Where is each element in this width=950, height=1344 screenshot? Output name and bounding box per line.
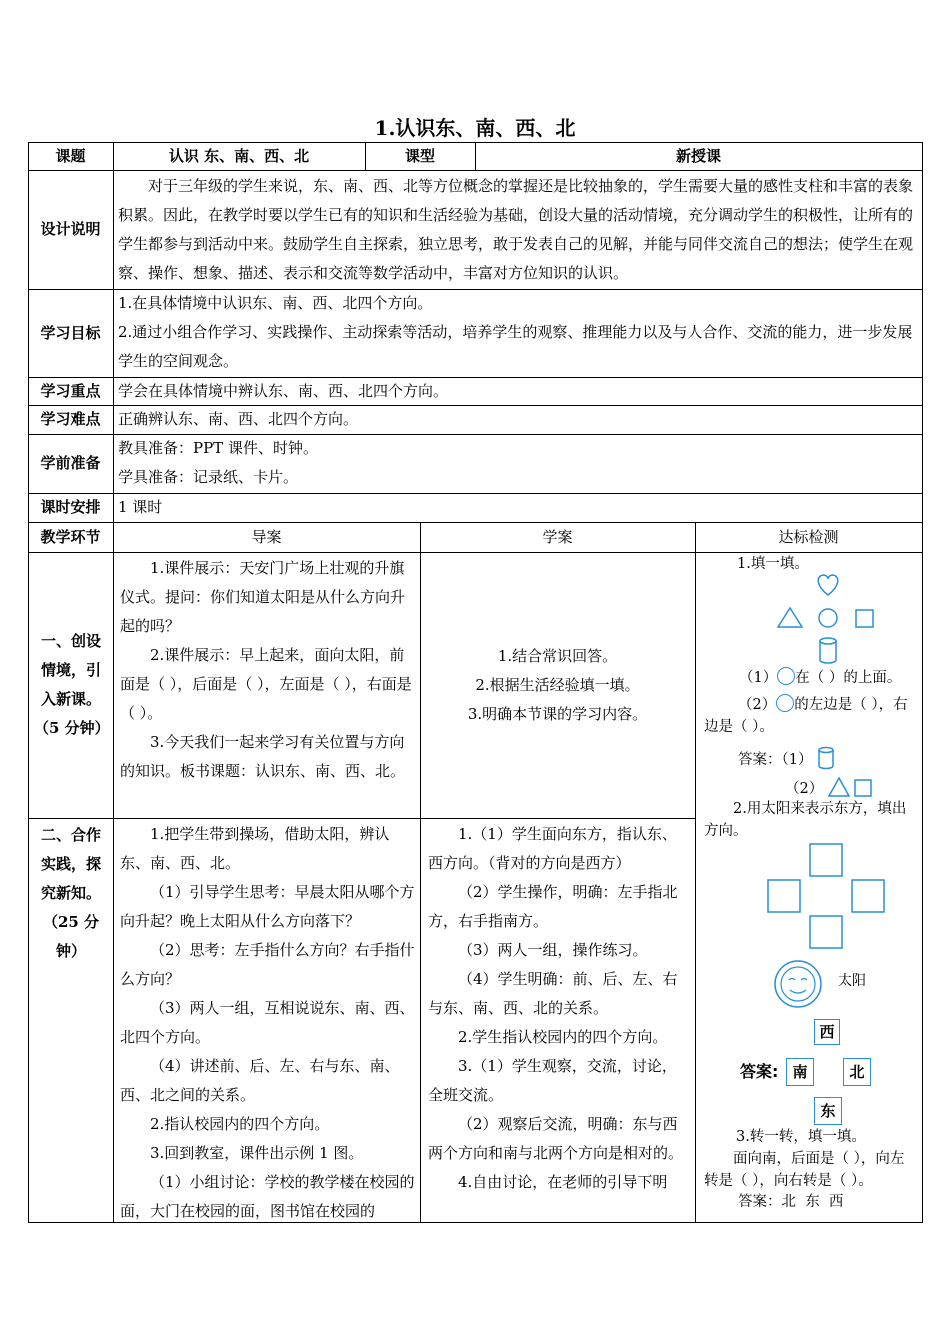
check-q2: 2.用太阳来表示东方，填出方向。 [704, 801, 907, 839]
check-q3-text: 面向南，后面是（ ），向左转是（ ），向右转是（ ）。 [704, 1151, 905, 1189]
square-icon [856, 610, 873, 627]
type-label: 课型 [404, 147, 435, 165]
section2-guide: 1.把学生带到操场，借助太阳，辨认东、南、西、北。 （1）引导学生思考：早晨太阳从哪个方向升起？晚上太阳从什么方向落下？ （2）思考：左手指什么方向？右手指什么方向？ （3）两人一组，互相说说东、南、西、北四个方向。 （4）讲述前、后、左、右与东、南、西、北之间的关系。 2.指认校园内的四个方向。 3.回到教室，课件出示例 1 图。 （1）小组讨论：学校的教学楼在校园的面，大门在校园的面，图书馆在校园的 [120, 825, 415, 1220]
design-text: 对于三年级的学生来说，东、南、西、北等方位概念的掌握还是比较抽象的，学生需要大量的感性支柱和丰富的表象积累。因此，在教学时要以学生已有的知识和生活经验为基础，创设大量的活动情境，充分调动学生的积极性，让所有的学生都参与到活动中来。鼓励学生自主探索，独立思考，敢于发表自己的见解，并能与同伴交流自己的想法；使学生在观察、操作、想象、描述、表示和交流等数学活动中，丰富对方位知识的认识。 [118, 177, 914, 282]
type-value: 新授课 [675, 147, 721, 165]
dir-south: 南 [786, 1058, 814, 1086]
check-q3: 3.转一转，填一填。 [736, 1129, 866, 1145]
key-label: 学习重点 [40, 382, 101, 400]
dir-west: 西 [814, 1019, 840, 1045]
design-label: 设计说明 [40, 220, 101, 238]
col-check: 达标检测 [778, 528, 839, 546]
check-q1-a: （1） 在（ ）的上面。 [739, 667, 901, 689]
prep-text: 教具准备：PPT 课件、时钟。 学具准备：记录纸、卡片。 [118, 439, 318, 486]
check-q1: 1.填一填。 [737, 556, 809, 572]
difficult-text: 正确辨认东、南、西、北四个方向。 [118, 410, 359, 428]
check-q3-answer: 答案：北 东 西 [738, 1194, 844, 1210]
cylinder-icon [817, 746, 835, 770]
triangle-icon [829, 778, 849, 796]
section2-study: 1.（1）学生面向东方，指认东、西方向。（背对的方向是西方） （2）学生操作，明确：左手指北方，右手指南方。 （3）两人一组，操作练习。 （4）学生明确：前、后、左、右与东、南、西、北的关系。 2.学生指认校园内的四个方向。 3.（1）学生观察，交流，讨论，全班交流。 （2）观察后交流，明确：东与西两个方向和南与北两个方向是相对的。 4.自由讨论，在老师的引导下明 [428, 825, 684, 1191]
time-text: 1 课时 [118, 498, 163, 516]
direction-figure [760, 838, 890, 1013]
check-answer-1: 答案：（1） [738, 746, 835, 771]
goal-label: 学习目标 [40, 324, 101, 342]
prep-label: 学前准备 [40, 454, 101, 472]
topic-value: 认识 东、南、西、北 [168, 147, 310, 165]
check-answer-dir-label: 答案: [740, 1062, 779, 1081]
circle-icon [777, 667, 795, 685]
sun-label: 太阳 [838, 973, 866, 989]
page-title: 1.认识东、南、西、北 [374, 116, 576, 140]
cylinder-icon [820, 638, 836, 663]
check-answer-2: （2） [785, 776, 876, 800]
section1-guide: 1.课件展示：天安门广场上壮观的升旗仪式。提问：你们知道太阳是从什么方向升起的吗？ 2.课件展示：早上起来，面向太阳，前面是（ ），后面是（ ），左面是（ ），右面是（ ）。 3.今天我们一起来学习有关位置与方向的知识。板书课题：认识东、南、西、北。 [120, 559, 412, 780]
section2-label: 二、合作实践，探究新知。（25 分钟） [40, 826, 101, 960]
heart-icon [818, 575, 837, 595]
box-left [768, 880, 800, 912]
circle-icon [819, 609, 837, 627]
sun-icon [775, 961, 821, 1007]
square-icon [855, 780, 871, 796]
check-q1-b: （2） 的左边是（ ），右边是（ ）。 [704, 694, 918, 738]
goal-text: 1.在具体情境中认识东、南、西、北四个方向。 2.通过小组合作学习、实践操作、主动探索等活动，培养学生的观察、推理能力以及与人合作、交流的能力，进一步发展学生的空间观念。 [118, 294, 913, 370]
dir-north: 北 [843, 1058, 871, 1086]
col-guide: 导案 [251, 528, 282, 546]
section1-label: 一、创设情境，引入新课。（5 分钟） [34, 632, 110, 737]
box-top [810, 844, 842, 876]
dir-east: 东 [814, 1097, 842, 1125]
section1-study: 1.结合常识回答。 2.根据生活经验填一填。 3.明确本节课的学习内容。 [467, 647, 648, 723]
col-stage: 教学环节 [40, 528, 101, 546]
difficult-label: 学习难点 [40, 410, 101, 428]
time-label: 课时安排 [40, 498, 101, 516]
triangle-icon [778, 608, 802, 627]
shapes-figure [700, 570, 920, 670]
topic-label: 课题 [55, 147, 86, 165]
key-text: 学会在具体情境中辨认东、南、西、北四个方向。 [118, 382, 449, 400]
box-right [852, 880, 884, 912]
col-study: 学案 [542, 528, 573, 546]
circle-icon [776, 694, 794, 712]
box-bottom [810, 916, 842, 948]
